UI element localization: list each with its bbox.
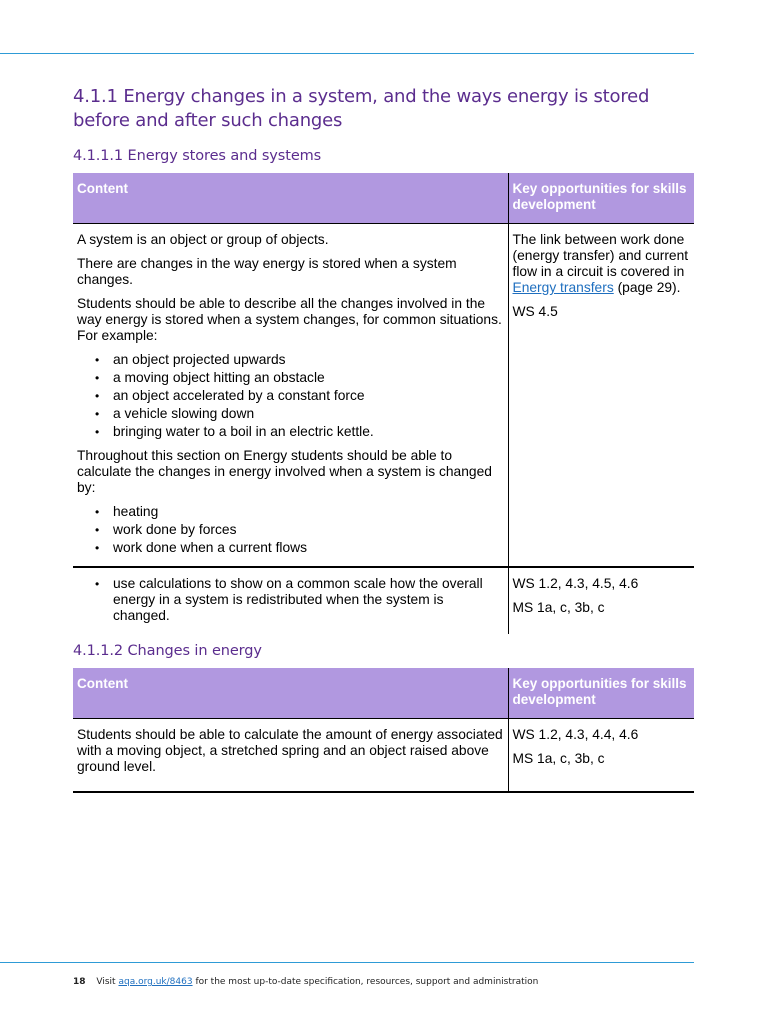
table-row <box>73 224 694 568</box>
column-header-skills: Key opportunities for skills development <box>508 173 694 224</box>
list-item: • heating <box>113 504 504 520</box>
energy-transfers-link[interactable]: Energy transfers <box>512 280 614 295</box>
skills-cell <box>508 567 694 634</box>
table-row <box>73 719 694 793</box>
list-item: • work done by forces <box>113 522 504 538</box>
list-item: • work done when a current flows <box>113 540 504 556</box>
content-paragraph: Students should be able to calculate the amount of energy associated with a moving object, a stretched spring and an object raised above ground level. <box>77 727 503 774</box>
column-header-skills: Key opportunities for skills development <box>508 668 694 719</box>
footer-text: for the most up-to-date specification, resources, support and administration <box>195 977 539 987</box>
list-item: • an object accelerated by a constant force <box>113 388 504 404</box>
footer-visit: Visit <box>96 977 116 987</box>
top-rule <box>0 53 694 54</box>
energy-stores-table <box>73 173 694 634</box>
content-cell <box>73 567 508 634</box>
bottom-rule <box>0 962 694 963</box>
skills-text-page: (page 29). <box>617 280 681 295</box>
skills-ms: MS 1a, c, 3b, c <box>512 751 605 766</box>
skills-text: The link between work done (energy transfer) and current flow in a circuit is covered in <box>512 232 689 279</box>
aqa-website-link[interactable]: aqa.org.uk/8463 <box>118 977 193 987</box>
skills-paragraph <box>513 232 691 296</box>
skills-ws: WS 1.2, 4.3, 4.5, 4.6 <box>512 576 639 591</box>
content-cell <box>73 224 508 568</box>
content-paragraph: Throughout this section on Energy students should be able to calculate the changes in energy involved when a system is changed by: <box>77 448 492 495</box>
list-item: • a moving object hitting an obstacle <box>113 370 504 386</box>
changes-in-energy-table <box>73 668 694 793</box>
section-title-energy-stores: 4.1.1.1 Energy stores and systems <box>73 148 322 164</box>
content-paragraph: Students should be able to describe all the changes involved in the way energy is stored when a system changes, for common situations. For example: <box>77 296 502 343</box>
examples-list <box>77 352 504 440</box>
content-cell <box>73 719 508 793</box>
page-number: 18 <box>73 977 86 987</box>
list-item: • an object projected upwards <box>113 352 504 368</box>
list-item: • bringing water to a boil in an electric kettle. <box>113 424 504 440</box>
page-footer <box>73 976 538 988</box>
methods-list <box>77 504 504 556</box>
calculation-list <box>77 576 504 624</box>
skills-ws: WS 1.2, 4.3, 4.4, 4.6 <box>512 727 639 742</box>
page-heading: 4.1.1 Energy changes in a system, and the ways energy is stored before and after such changes <box>73 86 650 131</box>
skills-ms: MS 1a, c, 3b, c <box>512 600 605 615</box>
table-row <box>73 567 694 634</box>
skills-cell <box>508 719 694 793</box>
section-title-changes-in-energy: 4.1.1.2 Changes in energy <box>73 643 262 659</box>
list-item: • use calculations to show on a common scale how the overall energy in a system is redistributed when the system is changed. <box>113 576 504 624</box>
column-header-content: Content <box>73 668 508 719</box>
skills-ws: WS 4.5 <box>512 304 558 319</box>
skills-cell <box>508 224 694 568</box>
list-item: • a vehicle slowing down <box>113 406 504 422</box>
content-paragraph: There are changes in the way energy is stored when a system changes. <box>77 256 457 287</box>
column-header-content: Content <box>73 173 508 224</box>
content-paragraph: A system is an object or group of objects. <box>77 232 329 247</box>
